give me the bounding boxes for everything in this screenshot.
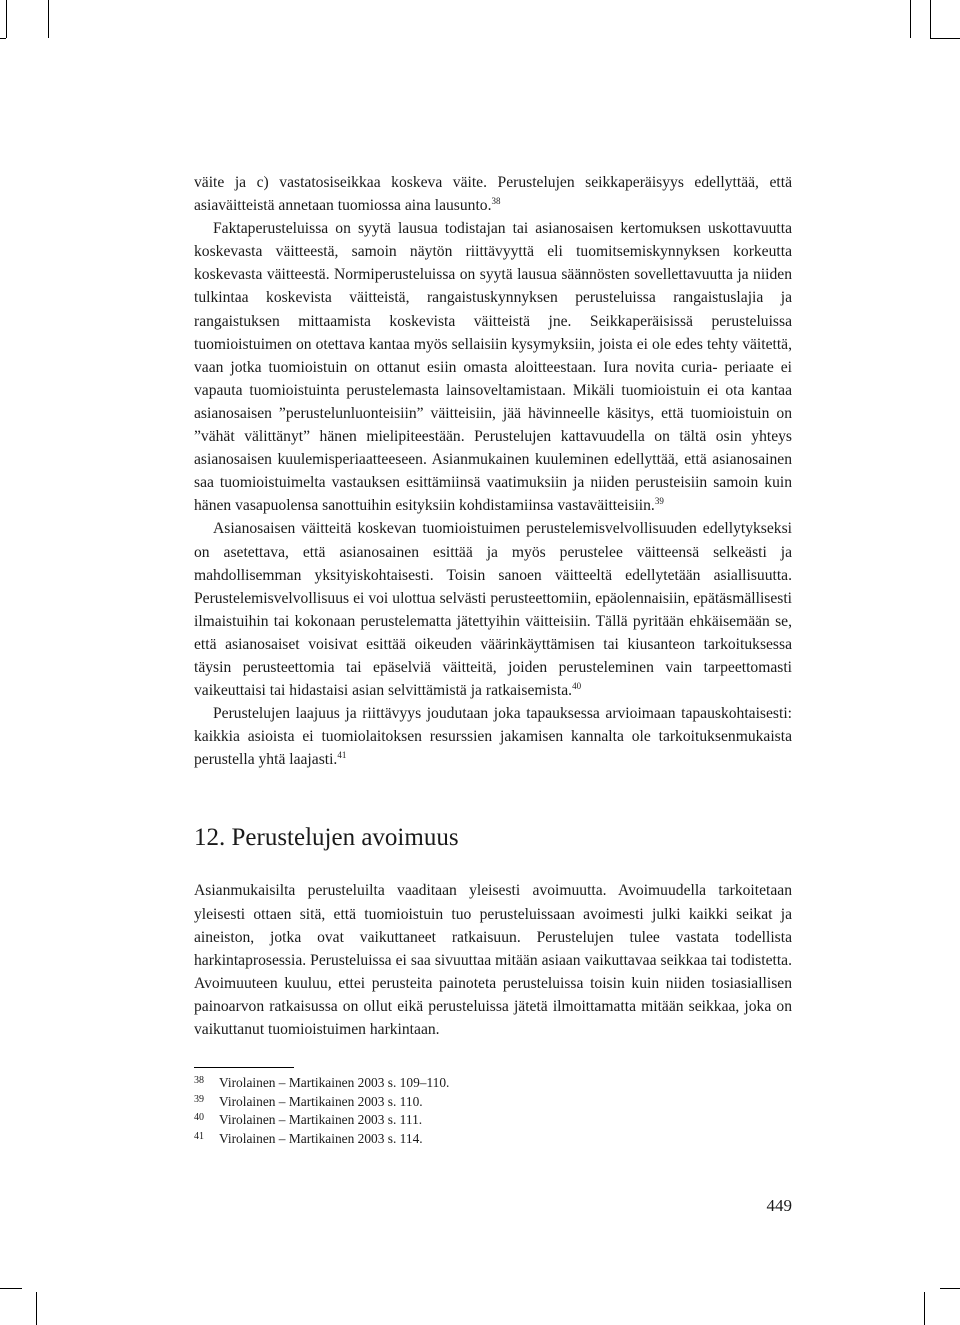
footnote-divider [194,1067,294,1068]
footnote-number: 38 [194,1075,204,1087]
footnote-text: Virolainen – Martikainen 2003 s. 114. [219,1130,423,1146]
footnote-number: 41 [194,1130,204,1142]
body-paragraph-1: väite ja c) vastatosiseikkaa koskeva väite. Perustelujen seikkaperäisyys edellyttää, että asiaväitteistä annetaan tuomiossa aina lausunto.$^{38}$ [194,174,792,215]
page-number: 449 [766,1196,792,1215]
footnote-ref-41: 41 [337,750,347,761]
footnote-text: Virolainen – Martikainen 2003 s. 110. [219,1093,423,1109]
footnote-number: 39 [194,1093,204,1105]
body-paragraph-3: Asianosaisen väitteitä koskevan tuomioistuimen perustelemisvelvollisuuden edellytykseksi on asetettava, että asianosainen esittää ja myös perustelee väitteensä selkeästi ja mahdollisemman yksityiskohtaisesti. Toisin sanoen väitteeltä edellytetään asiallisuutta. Perustelemisvelvollisuus ei voi ulottua selvästi perusteettomiin, epäolennaisiin, epätäsmällisesti ilmaistuihin tai kokonaan perustelematta jätettyihin väitteisiin. Tällä pyritään ehkäisemään se, että asianosaiset voisivat esittää oikeuden väärinkäyttämisen tai kiusanteon tarkoituksessa täysin perusteettomia tai epäselviä väitteitä, joiden perusteleminen vain tarpeettomasti vaikeuttaisi tai hidastaisi asian selvittämistä ja ratkaisemista.$^{40}$ [194,520,792,700]
footnote-38 [194,1074,792,1093]
section-heading: 12. Perustelujen avoimuus [194,824,459,852]
footnote-number: 40 [194,1112,204,1124]
footnote-39 [194,1093,792,1112]
footnote-ref-38: 38 [491,196,501,207]
footnote-text: Virolainen – Martikainen 2003 s. 111. [219,1112,423,1128]
body-paragraph-2: Faktaperusteluissa on syytä lausua todistajan tai asianosaisen kertomuksen uskottavuutta koskevasta väitteestä, samoin näytön riittävyyttä eli tuomitsemiskynnyksen korkeutta koskevasta väitteestä. Normiperusteluissa on syytä lausua säännösten sovellettavuutta ja niiden tulkintaa koskevista väitteistä, rangaistuskynnyksen perusteluissa rangaistuslajia ja rangaistuksen mittaamista koskevista väitteistä jne. Seikkaperäisissä perusteluissa tuomioistuimen on otettava kantaa myös sellaisiin kysymyksiin, joista ei ole edes tehty väitettä, vaan jotka tuomioistuin on ottanut esiin omasta aloitteestaan. Iura novita curia- periaate ei vapauta tuomioistuinta perustelemasta lainsoveltamistaan. Mikäli tuomioistuin ei ota kantaa asianosaisen ”perustelunluonteisiin” väitteisiin, jää hävinneelle käsitys, että tuomioistuin on ”vähät välittänyt” hänen mielipiteestään. Perustelujen kattavuudella on tältä osin yhteys asianosaisen kuulemisperiaatteeseen. Asianmukainen kuuleminen edellyttää, että asianosainen saa tuomioistuimelta vastauksen esittämiinsä vaatimuksiin ja niiden perusteisiin samoin kuin hänen vasapuolensa sanottuihin esityksiin kohdistamiinsa vastaväitteisiin.$^{39}$ [194,220,792,515]
page-body [194,171,792,1148]
section-paragraph: Asianmukaisilta perusteluilta vaaditaan yleisesti avoimuutta. Avoimuudella tarkoitetaan yleisesti ottaen sitä, että tuomioistuin tuo perusteluissaan avoimesti julki kaikki seikat ja aineiston, jotka ovat vaikuttaneet ratkaisuun. Perustelujen tulee vastata todellista harkintaprosessia. Perusteluissa ei saa sivuuttaa mitään asiaan vaikuttavaa seikkaa tai todistetta. Avoimuuteen kuuluu, ettei perusteita painoteta perusteluissa toisin kuin niiden tosiasiallisen painoarvon ratkaisussa on ollut eikä perusteluissa jätetä ilmoittamatta mitään seikkaa, joka on vaikuttanut tuomioistuimen harkintaan. [194,882,792,1038]
footnote-text: Virolainen – Martikainen 2003 s. 109–110. [219,1075,450,1091]
footnote-ref-39: 39 [654,496,664,507]
footnotes [194,1074,792,1148]
footnote-41 [194,1130,792,1149]
footnote-40 [194,1111,792,1130]
body-paragraph-4: Perustelujen laajuus ja riittävyys joudutaan joka tapauksessa arvioimaan tapauskohtaisesti: kaikkia asioista ei tuomiolaitoksen resurssien jakamisen kannalta ole tarkoituksenmukaista perustella yhtä laajasti.$^{41}$ [194,705,792,769]
footnote-ref-40: 40 [572,681,582,692]
